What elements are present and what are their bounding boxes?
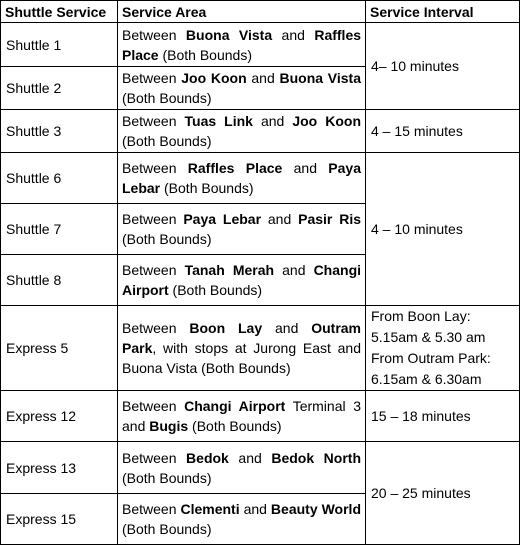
interval-line: From Outram Park: bbox=[371, 350, 491, 366]
service-area: Between Boon Lay and Outram Park, with stops at Jurong East and Buona Vista (Both Bounds) bbox=[118, 306, 366, 391]
interval-line: 6.15am & 6.30am bbox=[371, 371, 482, 387]
service-interval-express-5 bbox=[366, 306, 520, 391]
table-row bbox=[1, 110, 520, 153]
service-name: Shuttle 3 bbox=[1, 110, 118, 153]
service-name: Shuttle 2 bbox=[1, 67, 118, 110]
table-row bbox=[1, 442, 520, 494]
service-interval: 4 – 15 minutes bbox=[366, 110, 520, 153]
service-area: Between Clementi and Beauty World (Both Bounds) bbox=[118, 494, 366, 545]
service-name: Express 12 bbox=[1, 391, 118, 442]
service-area: Between Buona Vista and Raffles Place (Both Bounds) bbox=[118, 23, 366, 67]
header-area: Service Area bbox=[118, 1, 366, 23]
service-name: Shuttle 6 bbox=[1, 153, 118, 204]
service-name: Express 5 bbox=[1, 306, 118, 391]
service-name: Shuttle 7 bbox=[1, 204, 118, 255]
service-area: Between Changi Airport Terminal 3 and Bugis (Both Bounds) bbox=[118, 391, 366, 442]
table-row bbox=[1, 306, 520, 391]
service-interval: 4 – 10 minutes bbox=[366, 153, 520, 306]
service-name: Shuttle 1 bbox=[1, 23, 118, 67]
service-name: Shuttle 8 bbox=[1, 255, 118, 306]
table-row bbox=[1, 23, 520, 67]
header-service: Shuttle Service bbox=[1, 1, 118, 23]
interval-line: 5.15am & 5.30 am bbox=[371, 329, 486, 345]
service-name: Express 15 bbox=[1, 494, 118, 545]
interval-line: From Boon Lay: bbox=[371, 308, 471, 324]
service-area: Between Raffles Place and Paya Lebar (Both Bounds) bbox=[118, 153, 366, 204]
service-interval: 20 – 25 minutes bbox=[366, 442, 520, 545]
service-interval: 4– 10 minutes bbox=[366, 23, 520, 110]
table-row bbox=[1, 153, 520, 204]
header-row bbox=[1, 1, 520, 23]
service-area: Between Tanah Merah and Changi Airport (Both Bounds) bbox=[118, 255, 366, 306]
service-name: Express 13 bbox=[1, 442, 118, 494]
service-area: Between Paya Lebar and Pasir Ris (Both Bounds) bbox=[118, 204, 366, 255]
service-area: Between Joo Koon and Buona Vista (Both Bounds) bbox=[118, 67, 366, 110]
service-area: Between Bedok and Bedok North (Both Bounds) bbox=[118, 442, 366, 494]
service-area: Between Tuas Link and Joo Koon (Both Bounds) bbox=[118, 110, 366, 153]
service-interval: 15 – 18 minutes bbox=[366, 391, 520, 442]
table-row bbox=[1, 391, 520, 442]
header-interval: Service Interval bbox=[366, 1, 520, 23]
